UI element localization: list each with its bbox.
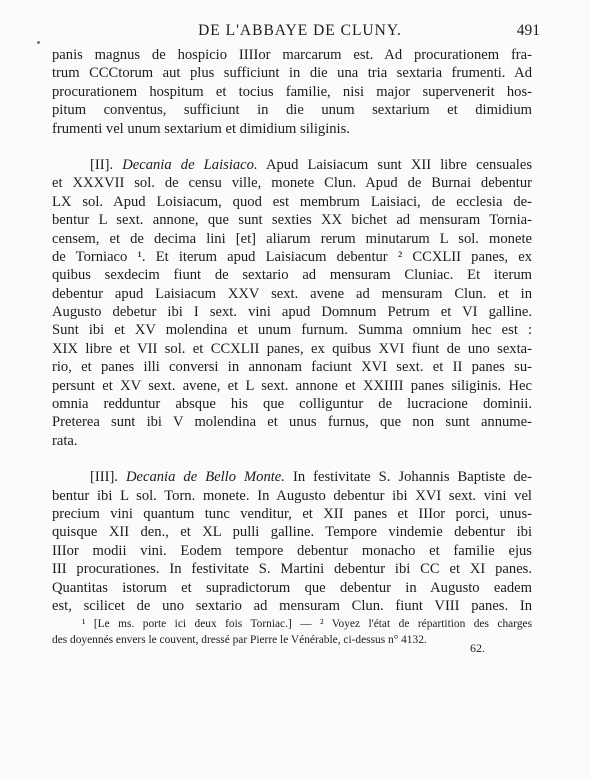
paragraph-2	[52, 156, 532, 450]
text-line: Sunt ibi et XV molendina et unum furnum. Summa omnium hec est :	[52, 322, 532, 339]
paragraph-3	[52, 468, 532, 615]
running-title: DE L'ABBAYE DE CLUNY.	[198, 22, 402, 39]
text-span: Apud Laisiacum sunt XII libre censuales	[265, 156, 533, 173]
text-line: bentur L sext. annone, que sunt sexties XX bichet ad mensuram Tornia-	[52, 212, 532, 229]
text-line: persunt et XV sext. avene, et L sext. annone et XXIIII panes siliginis. Hec	[52, 377, 532, 394]
text-line: de Torniaco ¹. Et iterum apud Laisiacum debentur ² CCXLII panes, ex	[52, 248, 532, 265]
text-line: precium vini quantum tunc venditur, et XII panes et IIIor porci, unus-	[52, 505, 532, 522]
section-number: [III].	[90, 469, 118, 486]
footnote-line: des doyennés envers le couvent, dressé par Pierre le Vénérable, ci-dessus n° 4132.	[52, 634, 427, 646]
text-line: XIX libre et VII sol. et CCXLII panes, ex quibus XVI fiunt de uno sexta-	[52, 340, 532, 357]
text-line: debentur apud Laisiacum XXV sext. avene ad mensuram Clun. et in	[52, 285, 532, 302]
page-header	[60, 22, 540, 42]
text-line: omnia redduntur absque his que colliguntur de lucracione dominii.	[52, 396, 532, 413]
section-title: Decania de Laisiaco.	[122, 156, 258, 173]
page-number: 491	[516, 22, 540, 39]
text-line: censem, et de decima lini [et] aliarum rerum minutarum L sol. monete	[52, 230, 532, 247]
text-line: frumenti vel unum sextarium et dimidium siliginis.	[52, 120, 350, 137]
text-line: quisque XII den., et XL pulli galline. Tempore vindemie debentur ibi	[52, 524, 532, 541]
text-line: Quantitas istorum et supradictorum que debentur in Augusto eadem	[52, 579, 532, 596]
text-line: bentur ibi L sol. Torn. monete. In Augusto debentur ibi XVI sext. vini vel	[52, 487, 532, 504]
text-line: quibus sexdecim fiunt de sextario ad mensuram Cluniac. Et iterum	[52, 267, 532, 284]
text-span: In festivitate S. Johannis Baptiste de-	[292, 469, 532, 486]
text-line: est, scilicet de uno sextario ad mensuram Clun. fiunt VIII panes. In	[52, 597, 532, 614]
footnotes	[52, 616, 532, 648]
text-line	[52, 468, 532, 486]
text-line: LX sol. Apud Loisiacum, quod est membrum Laisiaci, de ecclesia de-	[52, 193, 532, 210]
text-line: trum CCCtorum aut plus sufficiunt in die una tria sextaria frumenti. Ad	[52, 65, 532, 82]
section-title: Decania de Bello Monte.	[125, 469, 285, 486]
section-number: [II].	[90, 156, 114, 173]
paper-speck	[37, 41, 40, 44]
text-line: rata.	[52, 432, 78, 449]
text-line: Preterea sunt ibi V molendina et unus furnus, que non sunt annume-	[52, 414, 532, 431]
footnote-line: ¹ [Le ms. porte ici deux fois Torniac.] — ² Voyez l'état de répartition des charges	[82, 618, 532, 630]
text-line: Augusto debetur ibi I sext. vini apud Domnum Petrum et VI galline.	[52, 304, 532, 321]
paragraph-1	[52, 46, 532, 138]
text-line: pitum conventus, sufficiunt in die unum sextarium et dimidium	[52, 102, 532, 119]
text-line: et XXXVII sol. de censu ville, monete Clun. Apud de Burnai debentur	[52, 175, 532, 192]
text-line: IIIor modii vini. Eodem tempore debentur monacho et familie ejus	[52, 542, 532, 559]
text-line: III procurationes. In festivitate S. Martini debentur ibi CC et XI panes.	[52, 561, 532, 578]
signature-mark: 62.	[470, 641, 485, 655]
text-line: procurationem hospitum et tocius familie, nisi major supervenerit hos-	[52, 83, 532, 100]
text-line: panis magnus de hospicio IIIIor marcarum est. Ad procurationem fra-	[52, 47, 532, 63]
text-line: rio, et panes illi conversi in annonam faciunt XVI sext. et II panes su-	[52, 359, 532, 376]
text-line	[52, 156, 532, 174]
body-text	[52, 46, 532, 615]
